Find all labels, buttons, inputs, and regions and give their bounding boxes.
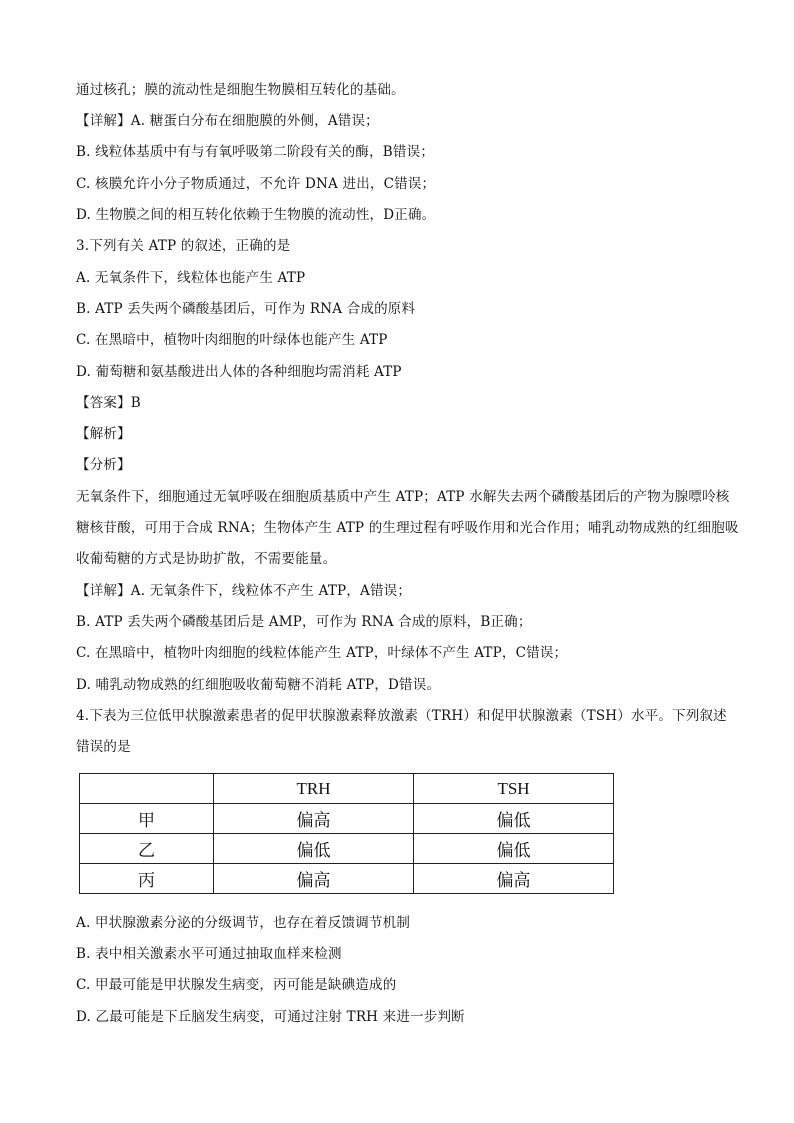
option-d: D. 葡萄糖和氨基酸进出人体的各种细胞均需消耗 ATP [76,364,402,380]
option-b: B. ATP 丢失两个磷酸基团后，可作为 RNA 合成的原料 [76,301,416,317]
table-cell: 乙 [80,834,214,864]
table-header-cell [80,774,214,804]
hormone-table [79,773,614,894]
text-line: C. 在黑暗中，植物叶肉细胞的线粒体能产生 ATP，叶绿体不产生 ATP，C错误； [76,645,568,661]
table-row [80,864,614,894]
table-cell: 甲 [80,804,214,834]
analysis-subheading: 【分析】 [76,457,131,473]
table-cell: 偏高 [414,864,614,894]
text-line: D. 哺乳动物成熟的红细胞吸收葡萄糖不消耗 ATP，D错误。 [76,677,441,693]
text-line: 【详解】A. 无氧条件下，线粒体不产生 ATP，A错误； [76,583,412,599]
text-line: 无氧条件下，细胞通过无氧呼吸在细胞质基质中产生 ATP；ATP 水解失去两个磷酸基团后的产物为腺嘌呤核 [76,489,730,505]
table-header-cell: TSH [414,774,614,804]
table-cell: 偏低 [414,804,614,834]
text-line: 糖核苷酸，可用于合成 RNA；生物体产生 ATP 的生理过程有呼吸作用和光合作用；哺乳动物成熟的红细胞吸 [76,520,739,536]
table-cell: 丙 [80,864,214,894]
answer-label: 【答案】B [76,395,141,411]
table-header-row [80,774,614,804]
table-cell: 偏高 [214,864,414,894]
analysis-heading: 【解析】 [76,426,131,442]
text-line: 收葡萄糖的方式是协助扩散，不需要能量。 [76,551,337,567]
option-a: A. 无氧条件下，线粒体也能产生 ATP [76,270,306,286]
option-c: C. 在黑暗中，植物叶肉细胞的叶绿体也能产生 ATP [76,332,388,348]
table-header-cell: TRH [214,774,414,804]
text-line: 【详解】A. 糖蛋白分布在细胞膜的外侧，A错误； [76,113,379,129]
table-cell: 偏低 [414,834,614,864]
text-line: D. 生物膜之间的相互转化依赖于生物膜的流动性，D正确。 [76,207,436,223]
text-line: B. ATP 丢失两个磷酸基团后是 AMP，可作为 RNA 合成的原料，B正确； [76,614,532,630]
table-cell: 偏低 [214,834,414,864]
option-a: A. 甲状腺激素分泌的分级调节，也存在着反馈调节机制 [76,915,411,931]
text-line: C. 核膜允许小分子物质通过，不允许 DNA 进出，C错误； [76,176,436,192]
question-stem: 3.下列有关 ATP 的叙述，正确的是 [76,238,291,254]
table-row [80,834,614,864]
table-row [80,804,614,834]
table-cell: 偏高 [214,804,414,834]
option-b: B. 表中相关激素水平可通过抽取血样来检测 [76,946,342,962]
text-line: B. 线粒体基质中有与有氧呼吸第二阶段有关的酶，B错误； [76,144,435,160]
option-c: C. 甲最可能是甲状腺发生病变，丙可能是缺碘造成的 [76,977,397,993]
text-line: 通过核孔；膜的流动性是细胞生物膜相互转化的基础。 [76,82,405,98]
question-stem: 错误的是 [76,739,131,755]
question-stem: 4.下表为三位低甲状腺激素患者的促甲状腺激素释放激素（TRH）和促甲状腺激素（TSH）水平。下列叙述 [76,708,727,724]
option-d: D. 乙最可能是下丘脑发生病变，可通过注射 TRH 来进一步判断 [76,1009,465,1025]
